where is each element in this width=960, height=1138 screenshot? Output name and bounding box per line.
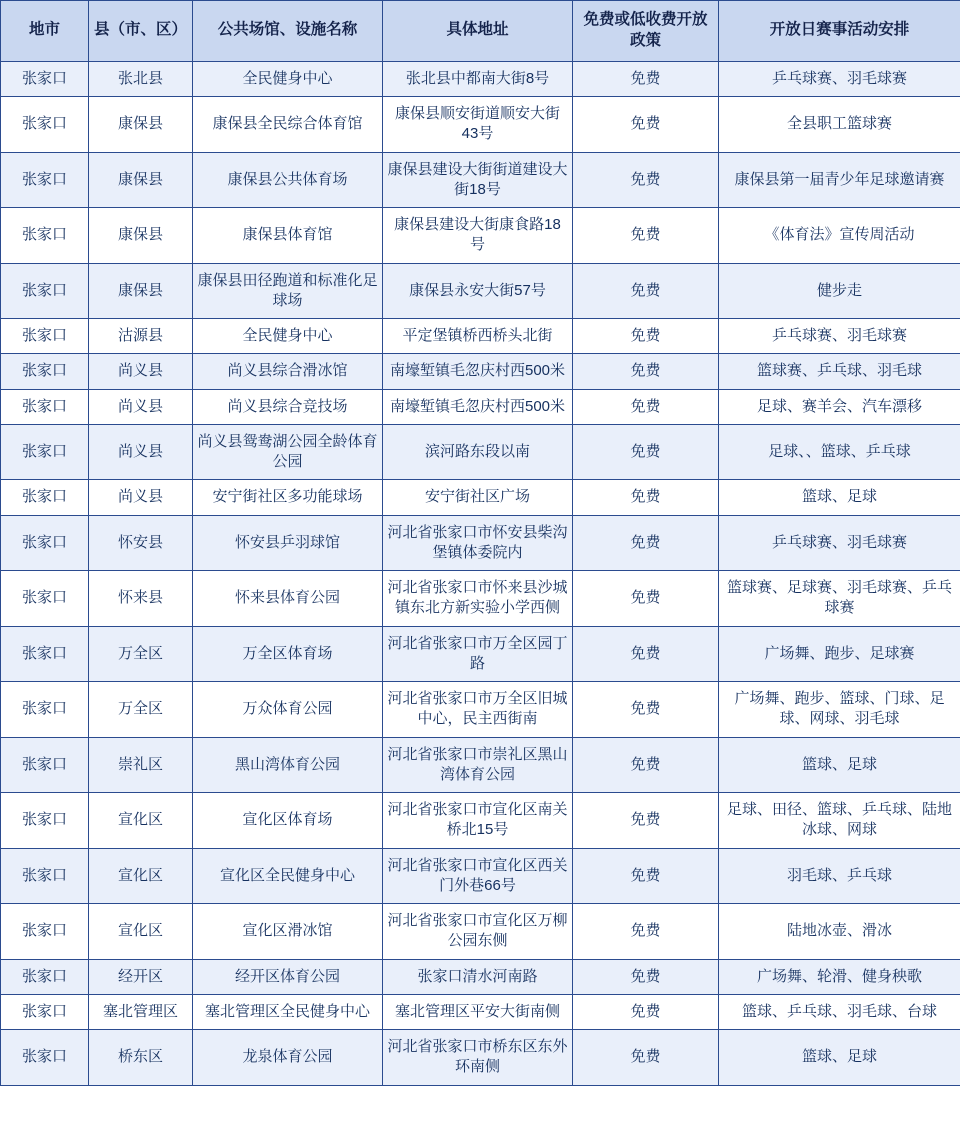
cell-address: 塞北管理区平安大街南侧 [383, 994, 573, 1029]
cell-address: 河北省张家口市万全区园丁路 [383, 626, 573, 682]
table-row [1, 737, 960, 793]
cell-events: 广场舞、跑步、篮球、门球、足球、网球、羽毛球 [719, 682, 960, 738]
cell-policy: 免费 [573, 319, 719, 354]
cell-policy: 免费 [573, 571, 719, 627]
column-header-county: 县（市、区） [89, 1, 193, 62]
cell-policy: 免费 [573, 515, 719, 571]
cell-county: 怀安县 [89, 515, 193, 571]
cell-address: 平定堡镇桥西桥头北街 [383, 319, 573, 354]
cell-county: 崇礼区 [89, 737, 193, 793]
cell-address: 康保县建设大街康食路18号 [383, 208, 573, 264]
cell-county: 康保县 [89, 208, 193, 264]
cell-events: 篮球、足球 [719, 737, 960, 793]
cell-city: 张家口 [1, 263, 89, 319]
cell-city: 张家口 [1, 515, 89, 571]
table-row [1, 904, 960, 960]
cell-policy: 免费 [573, 1030, 719, 1086]
cell-city: 张家口 [1, 571, 89, 627]
cell-address: 南壕堑镇毛忽庆村西500米 [383, 389, 573, 424]
column-header-events: 开放日赛事活动安排 [719, 1, 960, 62]
cell-events: 健步走 [719, 263, 960, 319]
cell-policy: 免费 [573, 424, 719, 480]
table-row [1, 263, 960, 319]
cell-events: 康保县第一届青少年足球邀请赛 [719, 152, 960, 208]
cell-venue-name: 黑山湾体育公园 [193, 737, 383, 793]
cell-city: 张家口 [1, 97, 89, 153]
cell-address: 河北省张家口市宣化区万柳公园东侧 [383, 904, 573, 960]
cell-county: 宣化区 [89, 793, 193, 849]
cell-county: 尚义县 [89, 354, 193, 389]
table-row [1, 848, 960, 904]
cell-venue-name: 龙泉体育公园 [193, 1030, 383, 1086]
cell-policy: 免费 [573, 737, 719, 793]
column-header-address: 具体地址 [383, 1, 573, 62]
table-row [1, 208, 960, 264]
cell-venue-name: 尚义县综合滑冰馆 [193, 354, 383, 389]
cell-address: 康保县永安大街57号 [383, 263, 573, 319]
cell-events: 篮球赛、足球赛、羽毛球赛、乒乓球赛 [719, 571, 960, 627]
cell-venue-name: 全民健身中心 [193, 319, 383, 354]
cell-events: 足球、田径、篮球、乒乓球、陆地冰球、网球 [719, 793, 960, 849]
cell-county: 怀来县 [89, 571, 193, 627]
cell-city: 张家口 [1, 737, 89, 793]
cell-venue-name: 宣化区全民健身中心 [193, 848, 383, 904]
table-row [1, 354, 960, 389]
cell-venue-name: 怀来县体育公园 [193, 571, 383, 627]
table-row [1, 389, 960, 424]
cell-county: 康保县 [89, 263, 193, 319]
cell-address: 安宁街社区广场 [383, 480, 573, 515]
cell-policy: 免费 [573, 208, 719, 264]
cell-city: 张家口 [1, 682, 89, 738]
cell-events: 篮球、足球 [719, 480, 960, 515]
table-row [1, 319, 960, 354]
cell-events: 乒乓球赛、羽毛球赛 [719, 515, 960, 571]
table-row [1, 61, 960, 96]
table-row [1, 959, 960, 994]
cell-county: 塞北管理区 [89, 994, 193, 1029]
cell-venue-name: 塞北管理区全民健身中心 [193, 994, 383, 1029]
cell-events: 篮球、乒乓球、羽毛球、台球 [719, 994, 960, 1029]
column-header-city: 地市 [1, 1, 89, 62]
cell-county: 万全区 [89, 626, 193, 682]
cell-county: 康保县 [89, 97, 193, 153]
cell-policy: 免费 [573, 97, 719, 153]
cell-venue-name: 万众体育公园 [193, 682, 383, 738]
table-row [1, 424, 960, 480]
table-row [1, 152, 960, 208]
cell-policy: 免费 [573, 354, 719, 389]
cell-city: 张家口 [1, 480, 89, 515]
cell-county: 康保县 [89, 152, 193, 208]
cell-venue-name: 经开区体育公园 [193, 959, 383, 994]
table-row [1, 682, 960, 738]
cell-county: 桥东区 [89, 1030, 193, 1086]
cell-policy: 免费 [573, 480, 719, 515]
cell-venue-name: 全民健身中心 [193, 61, 383, 96]
cell-events: 全县职工篮球赛 [719, 97, 960, 153]
cell-events: 篮球、足球 [719, 1030, 960, 1086]
cell-events: 篮球赛、乒乓球、羽毛球 [719, 354, 960, 389]
cell-city: 张家口 [1, 424, 89, 480]
cell-events: 陆地冰壶、滑冰 [719, 904, 960, 960]
cell-county: 宣化区 [89, 848, 193, 904]
table-header [1, 1, 960, 62]
cell-city: 张家口 [1, 208, 89, 264]
table-row [1, 1030, 960, 1086]
cell-city: 张家口 [1, 994, 89, 1029]
cell-policy: 免费 [573, 61, 719, 96]
cell-county: 张北县 [89, 61, 193, 96]
cell-city: 张家口 [1, 152, 89, 208]
cell-address: 滨河路东段以南 [383, 424, 573, 480]
cell-policy: 免费 [573, 959, 719, 994]
table-row [1, 97, 960, 153]
cell-venue-name: 康保县田径跑道和标准化足球场 [193, 263, 383, 319]
cell-events: 广场舞、轮滑、健身秧歌 [719, 959, 960, 994]
cell-city: 张家口 [1, 959, 89, 994]
cell-policy: 免费 [573, 848, 719, 904]
cell-events: 足球、、篮球、乒乓球 [719, 424, 960, 480]
cell-events: 《体育法》宣传周活动 [719, 208, 960, 264]
cell-address: 康保县建设大街街道建设大街18号 [383, 152, 573, 208]
cell-events: 足球、赛羊会、汽车漂移 [719, 389, 960, 424]
cell-city: 张家口 [1, 626, 89, 682]
cell-city: 张家口 [1, 389, 89, 424]
cell-city: 张家口 [1, 848, 89, 904]
cell-venue-name: 尚义县鸳鸯湖公园全龄体育公园 [193, 424, 383, 480]
cell-city: 张家口 [1, 61, 89, 96]
cell-county: 沽源县 [89, 319, 193, 354]
cell-county: 尚义县 [89, 424, 193, 480]
cell-events: 羽毛球、乒乓球 [719, 848, 960, 904]
cell-policy: 免费 [573, 904, 719, 960]
cell-policy: 免费 [573, 263, 719, 319]
cell-address: 河北省张家口市怀来县沙城镇东北方新实验小学西侧 [383, 571, 573, 627]
cell-venue-name: 康保县公共体育场 [193, 152, 383, 208]
cell-county: 经开区 [89, 959, 193, 994]
cell-address: 康保县顺安街道顺安大街43号 [383, 97, 573, 153]
cell-address: 河北省张家口市宣化区南关桥北15号 [383, 793, 573, 849]
cell-city: 张家口 [1, 1030, 89, 1086]
table-body [1, 61, 960, 1085]
cell-venue-name: 康保县全民综合体育馆 [193, 97, 383, 153]
cell-county: 万全区 [89, 682, 193, 738]
table-row [1, 793, 960, 849]
column-header-venue-name: 公共场馆、设施名称 [193, 1, 383, 62]
cell-county: 尚义县 [89, 389, 193, 424]
cell-venue-name: 康保县体育馆 [193, 208, 383, 264]
cell-address: 河北省张家口市桥东区东外环南侧 [383, 1030, 573, 1086]
cell-county: 宣化区 [89, 904, 193, 960]
cell-venue-name: 宣化区滑冰馆 [193, 904, 383, 960]
cell-address: 河北省张家口市宣化区西关门外巷66号 [383, 848, 573, 904]
cell-address: 河北省张家口市崇礼区黑山湾体育公园 [383, 737, 573, 793]
cell-address: 河北省张家口市怀安县柴沟堡镇体委院内 [383, 515, 573, 571]
cell-venue-name: 怀安县乒羽球馆 [193, 515, 383, 571]
cell-county: 尚义县 [89, 480, 193, 515]
cell-policy: 免费 [573, 793, 719, 849]
table-row [1, 480, 960, 515]
cell-venue-name: 宣化区体育场 [193, 793, 383, 849]
column-header-policy: 免费或低收费开放政策 [573, 1, 719, 62]
cell-address: 河北省张家口市万全区旧城中心，民主西街南 [383, 682, 573, 738]
cell-city: 张家口 [1, 354, 89, 389]
cell-venue-name: 安宁街社区多功能球场 [193, 480, 383, 515]
cell-city: 张家口 [1, 904, 89, 960]
cell-events: 乒乓球赛、羽毛球赛 [719, 319, 960, 354]
cell-venue-name: 万全区体育场 [193, 626, 383, 682]
cell-events: 广场舞、跑步、足球赛 [719, 626, 960, 682]
cell-address: 张家口清水河南路 [383, 959, 573, 994]
cell-policy: 免费 [573, 152, 719, 208]
cell-policy: 免费 [573, 682, 719, 738]
cell-address: 南壕堑镇毛忽庆村西500米 [383, 354, 573, 389]
cell-policy: 免费 [573, 626, 719, 682]
cell-events: 乒乓球赛、羽毛球赛 [719, 61, 960, 96]
table-row [1, 515, 960, 571]
cell-address: 张北县中都南大街8号 [383, 61, 573, 96]
table-header-row [1, 1, 960, 62]
table-row [1, 994, 960, 1029]
table-row [1, 626, 960, 682]
table-row [1, 571, 960, 627]
cell-city: 张家口 [1, 793, 89, 849]
cell-policy: 免费 [573, 389, 719, 424]
cell-city: 张家口 [1, 319, 89, 354]
cell-venue-name: 尚义县综合竞技场 [193, 389, 383, 424]
cell-policy: 免费 [573, 994, 719, 1029]
